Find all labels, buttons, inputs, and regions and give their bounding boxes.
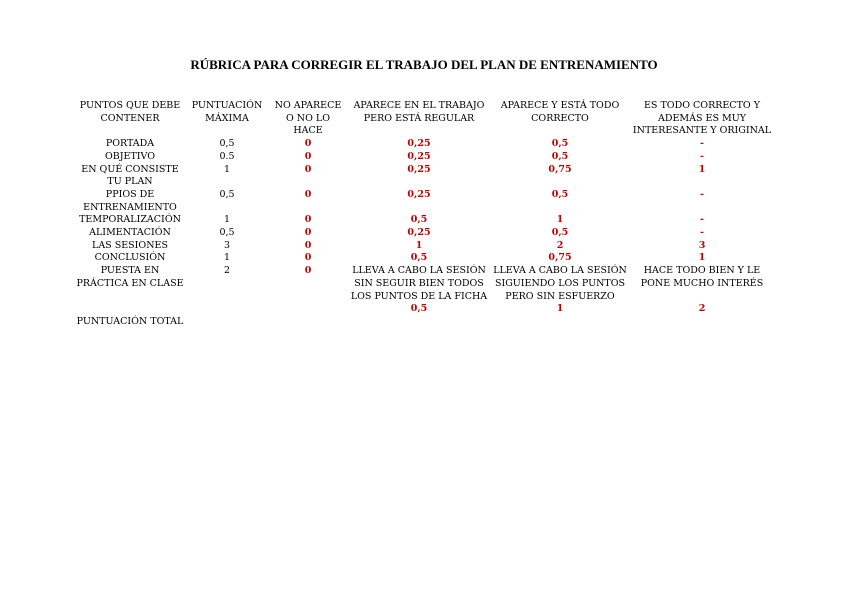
excellent-score-cell: - bbox=[700, 214, 704, 226]
rubric-row bbox=[76, 164, 776, 189]
correct-description: LLEVA A CABO LA SESIÓN SIGUIENDO LOS PUNTOS PERO SIN ESFUERZO bbox=[493, 265, 627, 302]
rubric-row bbox=[76, 240, 776, 253]
point-cell: PORTADA bbox=[105, 138, 155, 150]
header-cell: APARECE Y ESTÁ TODO CORRECTO bbox=[500, 100, 620, 124]
correct-score-cell: 0,75 bbox=[548, 252, 572, 264]
none-score-cell: 0 bbox=[304, 239, 312, 251]
point-cell: PPIOS DE ENTRENAMIENTO bbox=[83, 188, 177, 213]
none-score-cell: 0 bbox=[304, 265, 312, 277]
rubric-table bbox=[76, 100, 776, 329]
max-score-cell: 1 bbox=[223, 252, 231, 264]
point-cell: OBJETIVO bbox=[104, 150, 156, 162]
max-score-cell: 3 bbox=[223, 239, 231, 251]
correct-score-cell: 0,5 bbox=[551, 188, 569, 200]
rubric-row bbox=[76, 227, 776, 240]
excellent-score-cell: 1 bbox=[698, 163, 706, 175]
empty-cell bbox=[270, 316, 346, 329]
total-label: PUNTUACIÓN TOTAL bbox=[76, 315, 184, 327]
point-cell: PUESTA EN PRÁCTICA EN CLASE bbox=[76, 265, 184, 289]
regular-score-cell: 0,25 bbox=[407, 150, 431, 162]
none-score-cell: 0 bbox=[304, 150, 312, 162]
point-cell: LAS SESIONES bbox=[92, 239, 168, 251]
regular-score-cell: 1 bbox=[415, 239, 423, 251]
excellent-score-cell: 2 bbox=[698, 303, 706, 315]
excellent-description: HACE TODO BIEN Y LE PONE MUCHO INTERÉS bbox=[640, 265, 764, 289]
rubric-row bbox=[76, 138, 776, 151]
correct-score-cell: 2 bbox=[556, 239, 564, 251]
max-score-cell: 1 bbox=[223, 214, 231, 226]
regular-score-cell: 0,25 bbox=[407, 163, 431, 175]
none-score-cell: 0 bbox=[304, 138, 312, 150]
none-score-cell: 0 bbox=[304, 214, 312, 226]
point-cell: TEMPORALIZACIÓN bbox=[79, 214, 181, 226]
excellent-score-cell: - bbox=[700, 227, 704, 239]
max-score-cell: 0,5 bbox=[219, 227, 235, 239]
excellent-score-cell: 3 bbox=[698, 239, 706, 251]
document-title: RÚBRICA PARA CORREGIR EL TRABAJO DEL PLAN DE ENTRENAMIENTO bbox=[190, 57, 658, 72]
regular-score-cell: 0,5 bbox=[410, 303, 428, 315]
correct-score-cell: 1 bbox=[556, 303, 564, 315]
header-cell: PUNTOS QUE DEBE CONTENER bbox=[79, 100, 181, 124]
point-cell: EN QUÉ CONSISTE TU PLAN bbox=[81, 163, 179, 188]
max-score-cell: 0,5 bbox=[219, 188, 235, 200]
none-score-cell: 0 bbox=[304, 252, 312, 264]
point-cell: ALIMENTACIÓN bbox=[89, 227, 171, 239]
excellent-score-cell: - bbox=[700, 188, 704, 200]
header-cell: ES TODO CORRECTO Y ADEMÁS ES MUY INTERESANTE Y ORIGINAL bbox=[632, 100, 772, 137]
header-cell: NO APARECE O NO LO HACE bbox=[274, 100, 342, 137]
regular-score-cell: 0,25 bbox=[407, 188, 431, 200]
rubric-row bbox=[76, 252, 776, 265]
empty-cell bbox=[492, 316, 628, 329]
excellent-score-cell: 1 bbox=[698, 252, 706, 264]
none-score-cell: 0 bbox=[304, 163, 312, 175]
correct-score-cell: 0,5 bbox=[551, 138, 569, 150]
max-score-cell: 2 bbox=[223, 265, 231, 277]
regular-score-cell: 0,25 bbox=[407, 227, 431, 239]
excellent-score-cell: - bbox=[700, 138, 704, 150]
regular-description: LLEVA A CABO LA SESIÓN SIN SEGUIR BIEN TODOS LOS PUNTOS DE LA FICHA bbox=[350, 265, 488, 302]
practice-row bbox=[76, 265, 776, 303]
empty-cell bbox=[346, 316, 492, 329]
rubric-row bbox=[76, 189, 776, 214]
none-score-cell: 0 bbox=[304, 188, 312, 200]
total-row bbox=[76, 316, 776, 329]
regular-score-cell: 0,5 bbox=[410, 252, 428, 264]
correct-score-cell: 0,5 bbox=[551, 227, 569, 239]
correct-score-cell: 0,75 bbox=[548, 163, 572, 175]
max-score-cell: 0,5 bbox=[219, 138, 235, 150]
header-cell: PUNTUACIÓN MÁXIMA bbox=[191, 100, 263, 124]
rubric-row bbox=[76, 214, 776, 227]
point-cell: CONCLUSIÓN bbox=[94, 252, 166, 264]
rubric-row bbox=[76, 151, 776, 164]
regular-score-cell: 0,5 bbox=[410, 214, 428, 226]
empty-cell bbox=[184, 316, 270, 329]
correct-score-cell: 1 bbox=[556, 214, 564, 226]
header-cell: APARECE EN EL TRABAJO PERO ESTÁ REGULAR bbox=[353, 100, 485, 124]
regular-score-cell: 0,25 bbox=[407, 138, 431, 150]
max-score-cell: 0.5 bbox=[219, 150, 235, 162]
none-score-cell: 0 bbox=[304, 227, 312, 239]
excellent-score-cell: - bbox=[700, 150, 704, 162]
empty-cell bbox=[628, 316, 776, 329]
correct-score-cell: 0,5 bbox=[551, 150, 569, 162]
header-row bbox=[76, 100, 776, 138]
max-score-cell: 1 bbox=[223, 163, 231, 175]
